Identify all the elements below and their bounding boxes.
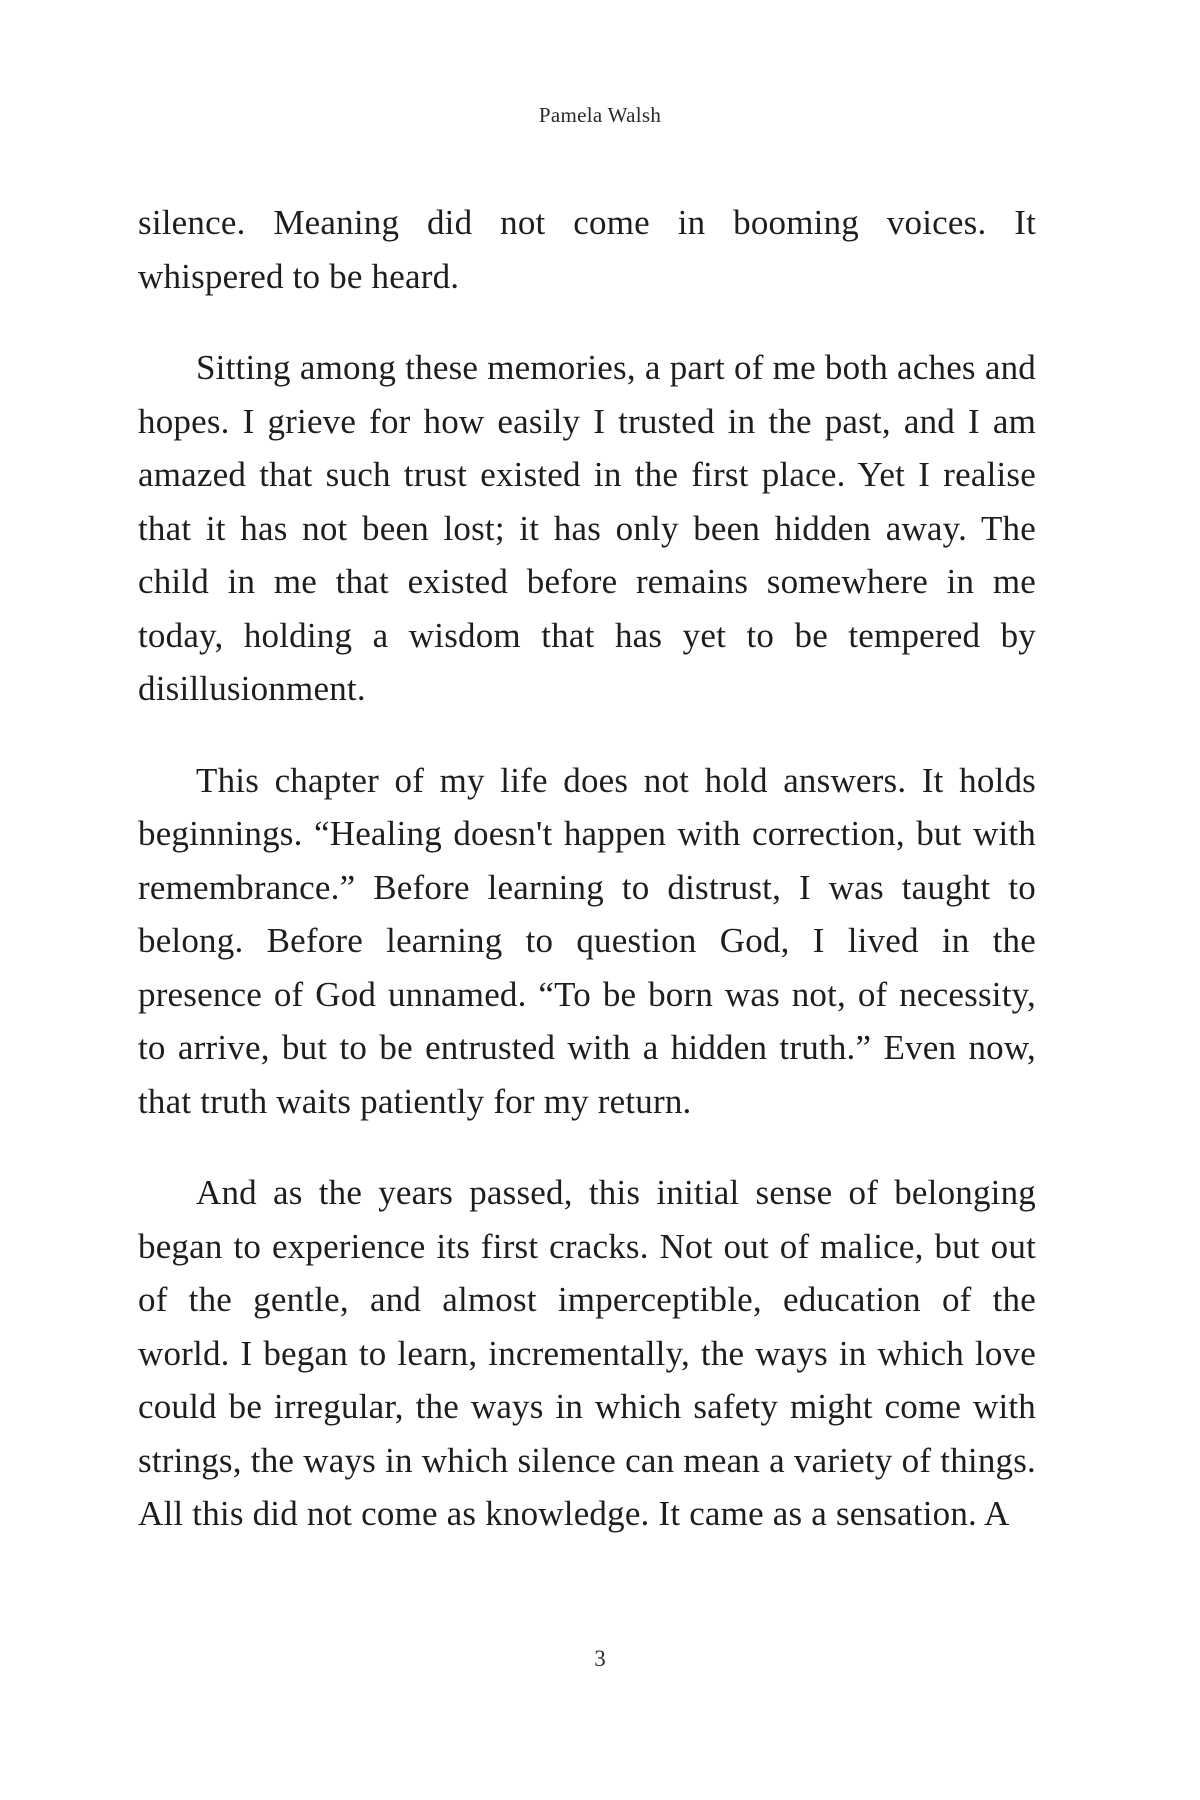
body-text [138,196,1036,1541]
paragraph-continued: silence. Meaning did not come in booming voices. It whispered to be heard. [138,203,1036,296]
paragraph: Sitting among these memories, a part of me both aches and hopes. I grieve for how easily I trusted in the past, and I am amazed that such trust existed in the first place. Yet I realise that it has not been lost; it has only been hidden away. The child in me that existed before remains somewhere in me today, holding a wisdom that has yet to be tempered by disillusionment. [138,348,1036,708]
page-number: 3 [594,1646,606,1671]
paragraph: And as the years passed, this initial sense of belonging began to experience its first cracks. Not out of malice, but out of the gentle, and almost imperceptible, education of the world. I began to learn, incrementally, the ways in which love could be irregular, the ways in which safety might come with strings, the ways in which silence can mean a variety of things. All this did not come as knowledge. It came as a sensation. A [138,1173,1036,1533]
paragraph: This chapter of my life does not hold answers. It holds beginnings. “Healing doesn't happen with correction, but with remembrance.” Before learning to distrust, I was taught to belong. Before learning to question God, I lived in the presence of God unnamed. “To be born was not, of necessity, to arrive, but to be entrusted with a hidden truth.” Even now, that truth waits patiently for my return. [138,760,1036,1121]
running-header-author: Pamela Walsh [538,103,662,127]
